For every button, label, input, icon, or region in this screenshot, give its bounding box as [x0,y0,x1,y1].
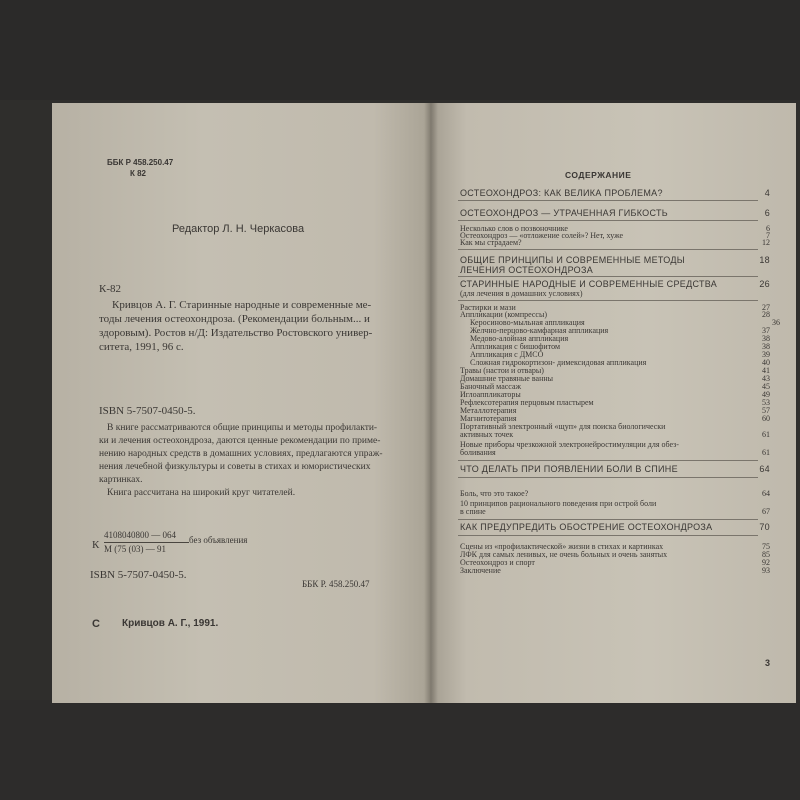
annotation-line-3: нению народных средств в домашних условиях, предлагаются упраж- [99,449,383,459]
bib-line-3: здоровым). Ростов н/Д: Издательство Ростовского универ- [99,327,373,339]
isbn-bottom: ISBN 5-7507-0450-5. [90,569,187,581]
toc-divider [458,519,758,520]
copyright-symbol: С [92,618,100,630]
left-page [52,103,430,703]
toc-divider [458,200,758,201]
annotation-line-2: ки и лечения остеохондроза, даются ценные рекомендации по приме- [99,436,381,446]
background-bottom [0,700,800,800]
right-page: СОДЕРЖАНИЕ ОСТЕОХОНДРОЗ: КАК ВЕЛИКА ПРОБЛЕМА? 4 ОСТЕОХОНДРОЗ — УТРАЧЕННАЯ ГИБКОСТЬ 6 Несколько слов о позвоночнике 6 Остеохондроз — «отложение солей»? Нет, хуже 7 Как мы страдаем? 12 ОБЩИЕ ПРИНЦИПЫ И СОВРЕМЕННЫЕ МЕТОДЫ 18 ЛЕЧЕНИЯ ОСТЕОХОНДРОЗА СТАРИННЫЕ НАРОДНЫЕ И СОВРЕМЕННЫЕ СРЕДСТВА 26 (для лечения в домашних условиях) Растирки и мази 27 Аппликации (компрессы) 28 Керосиново-мыльная аппликация 36 Желчно-перцово-камфарная аппликация 37 Медово-алойная аппликация 38 Аппликация с бишофитом 38 Аппликация с ДМСО 39 Сложная гидрокортизон- димексидовая аппликация 40 Травы (настои и отвары) 41 Домашние травяные ванны 43 Баночный массаж 45 Иглоаппликаторы 49 Рефлексотерапия перцовым пластырем 53 Металлотерапия 57 Магнитотерапия 60 Портативный электронный «щуп» для поиска биологически активных точек 61 Новые приборы чрезкожной электронейростимуляции для обез- боливания 61 ЧТО ДЕЛАТЬ ПРИ ПОЯВЛЕНИИ БОЛИ В СПИНЕ 64 Боль, что это такое? 64 10 принципов рационального поведения при острой боли в спине 67 КАК ПРЕДУПРЕДИТЬ ОБОСТРЕНИЕ ОСТЕОХОНДРОЗА 70 Сцены из «профилактической» жизни в стихах и картинках 75 ЛФК для самых ленивых, не очень больных и очень занятых 85 Остеохондроз и спорт 92 Заключение 93 3 [430,103,796,703]
formula-k: К [92,539,100,551]
bbk-bottom: ББК Р. 458.250.47 [302,579,370,589]
annotation-line-5: картинках. [99,475,143,485]
toc-divider [458,300,758,301]
toc-divider [458,477,758,478]
toc-divider [458,220,758,221]
book-gutter [424,103,438,703]
annotation-line-6: Книга рассчитана на широкий круг читателей. [107,488,296,498]
toc-divider [458,249,758,250]
bbk-code: ББК Р 458.250.47 [107,158,174,167]
toc-divider [458,460,758,461]
toc-divider [458,535,758,536]
annotation-line-1: В книге рассматриваются общие принципы и методы профилакти- [107,423,378,433]
formula-note: без объявления [189,535,248,545]
open-book [52,103,798,703]
bib-line-1: Кривцов А. Г. Старинные народные и современные ме- [112,299,372,311]
toc-divider [458,276,758,277]
author-mark: К-82 [99,283,121,295]
editor-line: Редактор Л. Н. Черкасова [172,223,305,235]
bbk-author-mark: К 82 [130,169,147,178]
formula-numerator: 4108040800 — 064 [104,530,176,540]
page-number: 3 [765,658,771,668]
formula-divider [104,542,189,543]
formula-denominator: М (75 (03) — 91 [104,544,166,554]
contents-title: СОДЕРЖАНИЕ [565,170,632,180]
bib-line-4: ситета, 1991, 96 с. [99,341,184,353]
bib-line-2: тоды лечения остеохондроза. (Рекомендации больным... и [99,313,370,325]
copyright-text: Кривцов А. Г., 1991. [122,618,219,629]
background-top [0,0,800,100]
annotation-line-4: нения лечебной физкультуры и советы в стихах и юмористических [99,462,371,472]
isbn-top: ISBN 5-7507-0450-5. [99,405,196,417]
